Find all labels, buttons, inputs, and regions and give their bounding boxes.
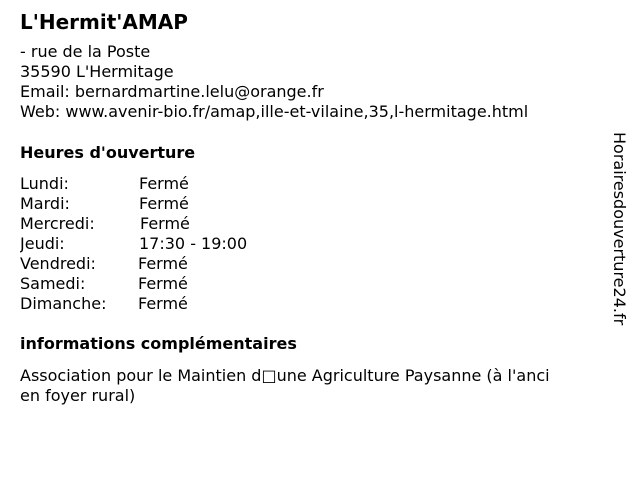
hours-day: Vendredi: xyxy=(20,254,96,273)
hours-value: Fermé xyxy=(138,254,188,273)
hours-value: Fermé xyxy=(140,214,190,233)
hours-row xyxy=(20,174,610,194)
hours-row xyxy=(20,214,610,234)
web-link[interactable]: www.avenir-bio.fr/amap,ille-et-vilaine,35,l-hermitage.html xyxy=(65,102,529,121)
hours-value: Fermé xyxy=(138,294,188,313)
address-city: 35590 L'Hermitage xyxy=(20,62,174,81)
hours-value: 17:30 - 19:00 xyxy=(139,234,248,253)
email-link[interactable]: bernardmartine.lelu@orange.fr xyxy=(74,82,324,101)
business-name: L'Hermit'AMAP xyxy=(20,10,188,34)
listing-content xyxy=(20,9,610,406)
email-label: Email: xyxy=(20,82,70,101)
info-line: Association pour le Maintien d□une Agriculture Paysanne (à l'anci xyxy=(20,366,550,385)
hours-day: Mercredi: xyxy=(20,214,95,233)
hours-row xyxy=(20,234,610,254)
web-label: Web: xyxy=(20,102,61,121)
hours-value: Fermé xyxy=(138,274,188,293)
hours-value: Fermé xyxy=(139,174,189,193)
site-watermark xyxy=(610,132,634,372)
hours-row xyxy=(20,194,610,214)
hours-day: Jeudi: xyxy=(20,234,65,253)
hours-day: Lundi: xyxy=(20,174,69,193)
hours-day: Mardi: xyxy=(20,194,70,213)
hours-day: Samedi: xyxy=(20,274,86,293)
info-description xyxy=(20,366,595,406)
hours-row xyxy=(20,254,610,274)
email-row xyxy=(20,82,610,102)
address-street: - rue de la Poste xyxy=(20,42,151,61)
hours-day: Dimanche: xyxy=(20,294,107,313)
hours-row xyxy=(20,294,610,314)
info-line: en foyer rural) xyxy=(20,386,136,405)
web-row xyxy=(20,102,610,122)
hours-row xyxy=(20,274,610,294)
watermark-text: Horairesdouverture24.fr xyxy=(610,132,629,326)
hours-value: Fermé xyxy=(139,194,189,213)
hours-title: Heures d'ouverture xyxy=(20,143,196,162)
info-title: informations complémentaires xyxy=(20,334,297,353)
